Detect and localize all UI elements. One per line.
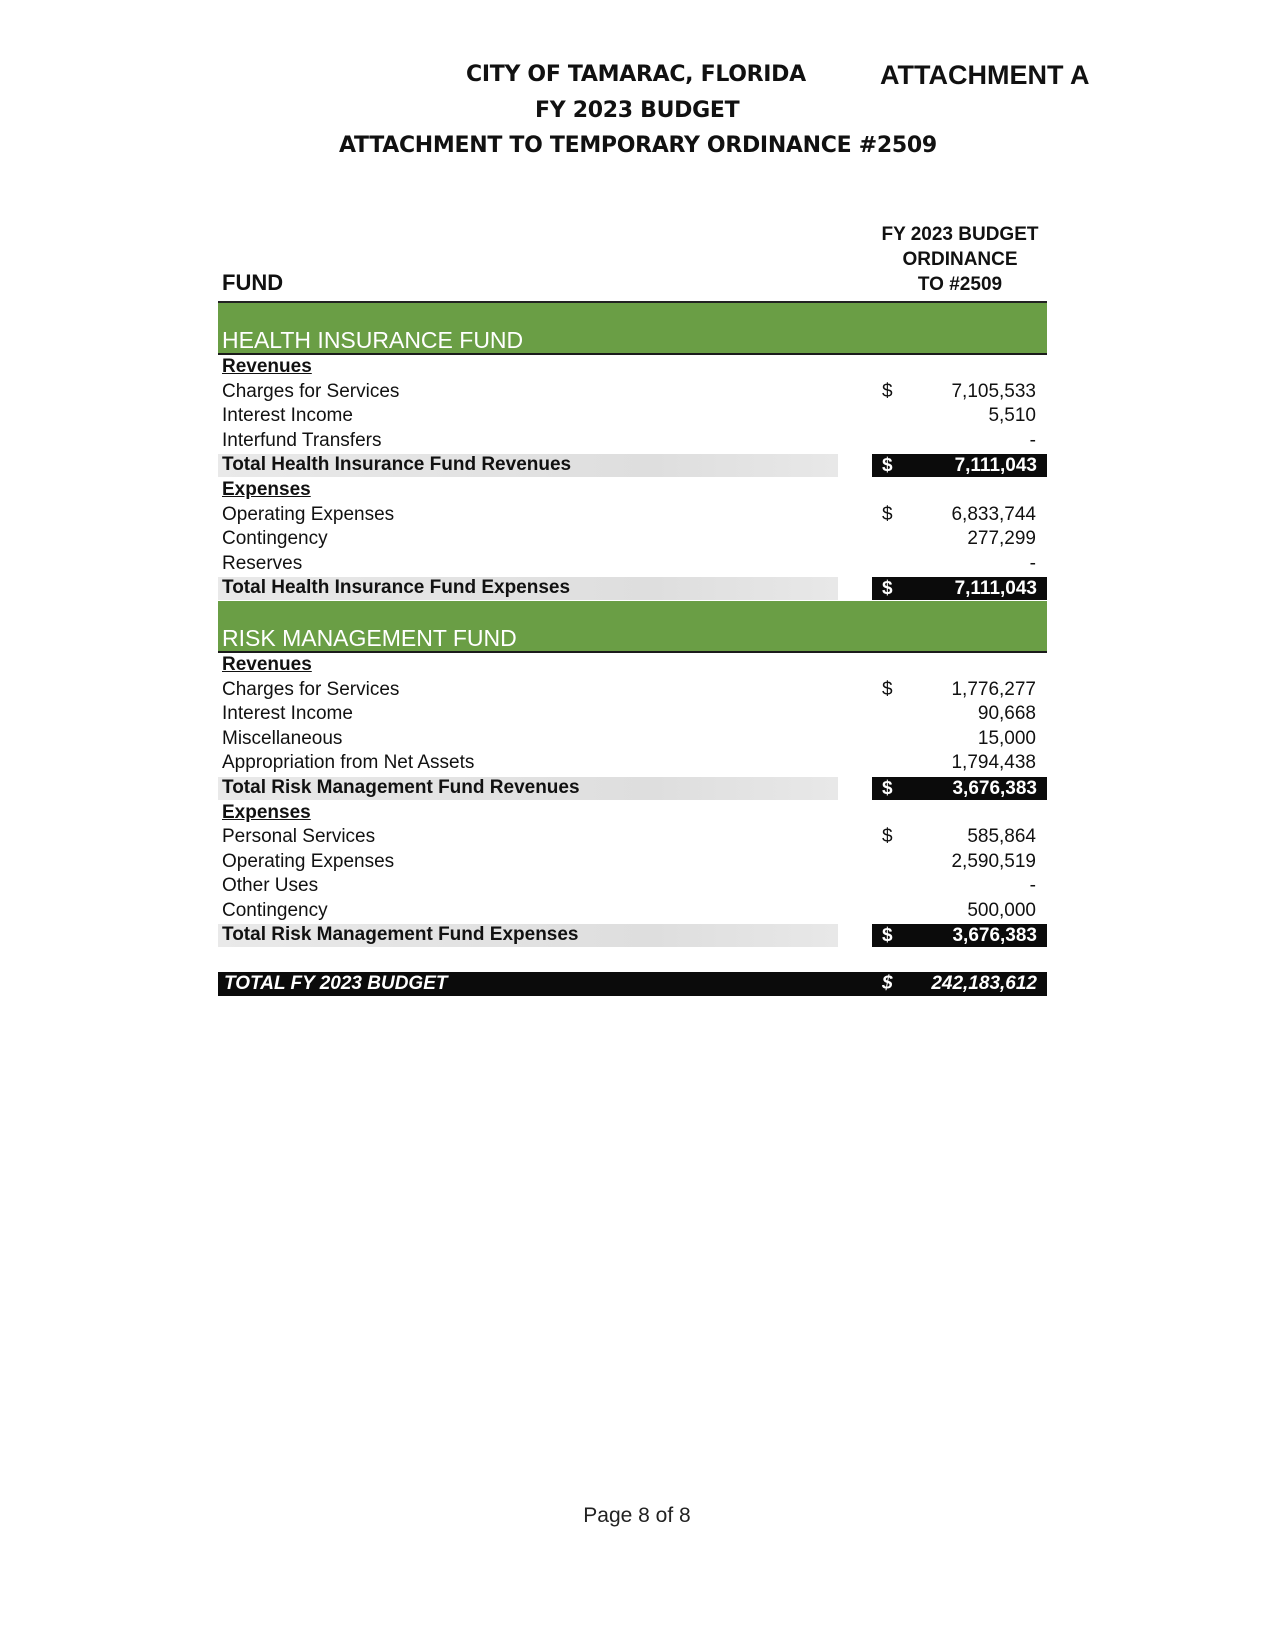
amount-column-header [868,222,1052,297]
ordinance-title: ATTACHMENT TO TEMPORARY ORDINANCE #2509 [339,133,937,158]
section-label [218,355,1047,380]
row-amount: 1,776,277 [951,678,1036,700]
section-label [218,478,1047,503]
amount-header-line: FY 2023 BUDGET [881,224,1039,245]
section-label [218,801,1047,826]
table-row [218,874,1047,899]
total-row [218,576,1047,601]
amount-header-line: ORDINANCE [902,249,1018,270]
row-currency: $ [882,678,893,700]
row-label: Charges for Services [222,678,400,700]
fund-title: RISK MANAGEMENT FUND [222,624,517,651]
table-row [218,503,1047,528]
amount-header-line: TO #2509 [917,274,1003,295]
row-label: Operating Expenses [222,503,395,525]
total-row [218,776,1047,801]
row-label: Interest Income [222,703,353,725]
row-label: Personal Services [222,826,376,848]
row-amount: 15,000 [977,727,1036,749]
grand-total-amount: 242,183,612 [931,973,1037,995]
page-number: Page 8 of 8 [583,1504,691,1527]
row-amount: - [1029,552,1036,574]
table-row [218,404,1047,429]
table-row [218,429,1047,454]
row-label: Operating Expenses [222,850,395,872]
table-row [218,899,1047,924]
row-amount: 90,668 [977,703,1036,725]
total-label: Total Risk Management Fund Revenues [222,776,580,798]
row-amount: 2,590,519 [951,850,1036,872]
total-row [218,453,1047,478]
total-amount: 3,676,383 [952,777,1037,799]
table-row [218,552,1047,577]
row-label: Reserves [222,552,303,574]
risk-fund-header [218,601,1047,653]
total-label: Total Health Insurance Fund Expenses [222,577,571,599]
row-amount: - [1029,429,1036,451]
row-label: Contingency [222,899,328,921]
total-amount: 7,111,043 [954,455,1037,477]
expenses-label: Expenses [222,478,311,500]
section-label [218,653,1047,678]
total-label: Total Health Insurance Fund Revenues [222,454,572,476]
grand-total-currency: $ [882,973,893,995]
row-amount: 1,794,438 [951,752,1036,774]
row-label: Charges for Services [222,380,400,402]
attachment-label: ATTACHMENT A [880,60,1090,90]
row-label: Contingency [222,528,328,550]
row-label: Interest Income [222,405,353,427]
total-currency: $ [882,925,893,947]
row-amount: 277,299 [967,528,1036,550]
row-amount: 5,510 [988,405,1036,427]
row-currency: $ [882,826,893,848]
grand-total-row [218,972,1047,996]
table-row [218,527,1047,552]
total-row [218,923,1047,948]
health-fund-header [218,303,1047,355]
table-row [218,850,1047,875]
spacer [218,948,1047,972]
row-amount: - [1029,875,1036,897]
total-amount: 7,111,043 [954,578,1037,600]
revenues-label: Revenues [222,653,312,675]
table-row [218,380,1047,405]
table-row [218,751,1047,776]
row-amount: 500,000 [967,899,1036,921]
row-amount: 6,833,744 [951,503,1036,525]
total-currency: $ [882,455,893,477]
expenses-label: Expenses [222,801,311,823]
fund-column-header: FUND [222,270,284,295]
table-row [218,678,1047,703]
row-amount: 585,864 [967,826,1036,848]
budget-title: FY 2023 BUDGET [535,98,740,123]
total-label: Total Risk Management Fund Expenses [222,924,579,946]
total-amount: 3,676,383 [952,925,1037,947]
row-amount: 7,105,533 [951,380,1036,402]
row-currency: $ [882,503,893,525]
grand-total-label: TOTAL FY 2023 BUDGET [224,973,448,995]
total-currency: $ [882,777,893,799]
row-label: Appropriation from Net Assets [222,752,475,774]
city-title: CITY OF TAMARAC, FLORIDA [466,62,806,87]
table-row [218,825,1047,850]
budget-table [218,301,1047,996]
row-label: Interfund Transfers [222,429,382,451]
table-row [218,702,1047,727]
revenues-label: Revenues [222,356,312,377]
row-label: Other Uses [222,875,319,897]
table-row [218,727,1047,752]
row-currency: $ [882,380,893,402]
total-currency: $ [882,578,893,600]
fund-title: HEALTH INSURANCE FUND [222,327,524,353]
row-label: Miscellaneous [222,727,343,749]
